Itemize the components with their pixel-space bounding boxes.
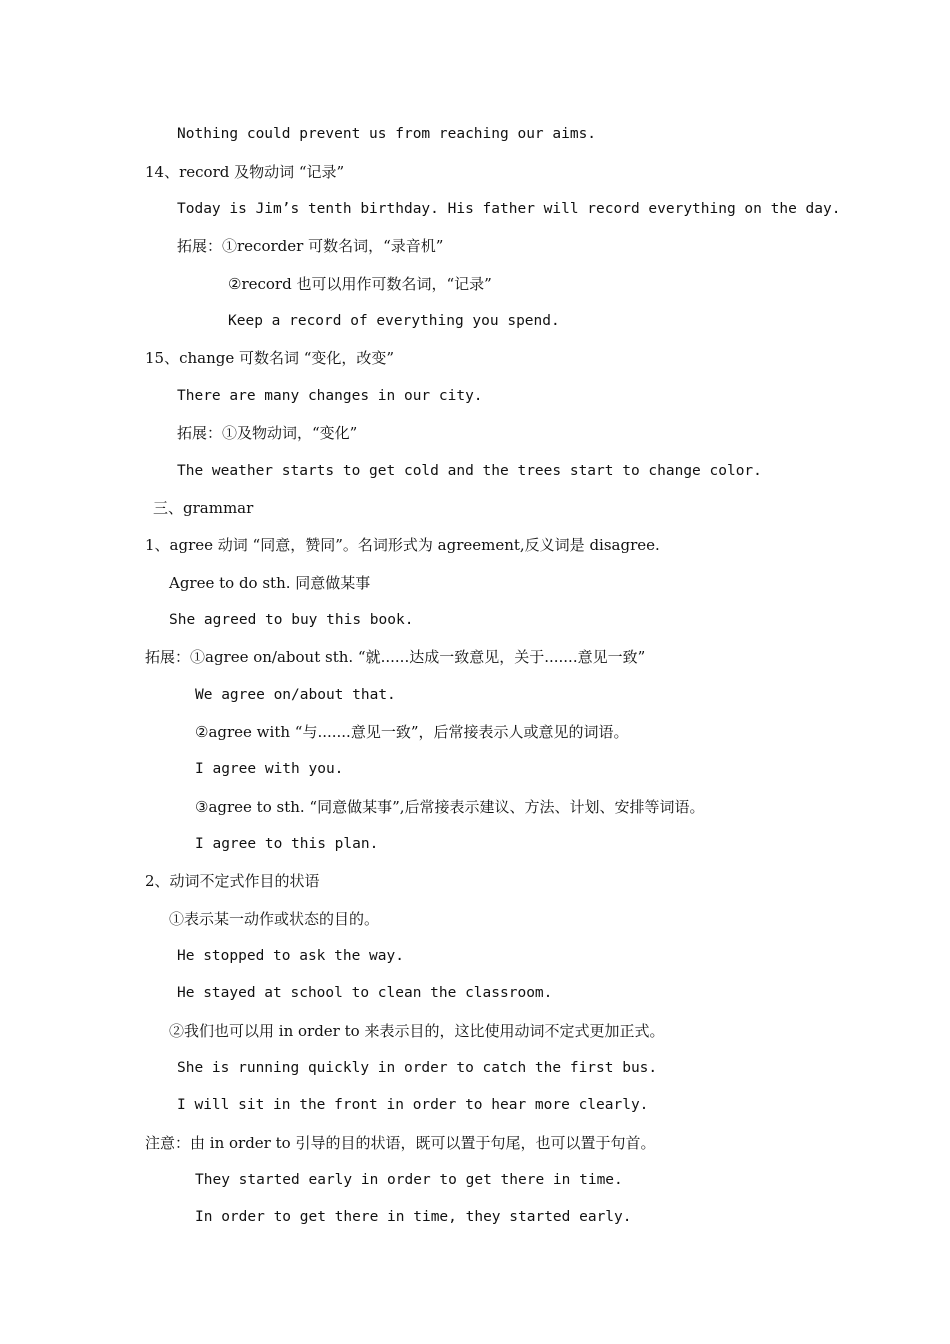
section-heading: 三、grammar — [153, 499, 254, 517]
section-heading: 1、agree 动词 “同意，赞同”。名词形式为 agreement,反义词是 disagree. — [145, 536, 660, 554]
text-line: 拓展：①recorder 可数名词，“录音机” — [177, 237, 444, 255]
text-line: ①表示某一动作或状态的目的。 — [169, 910, 380, 928]
section-heading: 2、动词不定式作目的状语 — [145, 872, 320, 890]
text-line: 拓展：①agree on/about sth. “就......达成一致意见，关于.......意见一致” — [145, 648, 646, 666]
text-line: They started early in order to get there in time. — [195, 1172, 623, 1188]
text-line: We agree on/about that. — [195, 687, 396, 703]
text-line: She agreed to buy this book. — [169, 612, 414, 628]
text-line: Nothing could prevent us from reaching our aims. — [177, 126, 597, 142]
text-line: She is running quickly in order to catch the first bus. — [177, 1060, 658, 1076]
text-line: In order to get there in time, they started early. — [195, 1209, 632, 1225]
text-line: The weather starts to get cold and the trees start to change color. — [177, 463, 762, 479]
text-line: ③agree to sth. “同意做某事”,后常接表示建议、方法、计划、安排等词语。 — [195, 798, 705, 816]
text-line: I agree with you. — [195, 761, 344, 777]
text-line: I will sit in the front in order to hear more clearly. — [177, 1097, 649, 1113]
text-line: Agree to do sth. 同意做某事 — [169, 574, 371, 592]
text-line: He stopped to ask the way. — [177, 948, 404, 964]
text-line: He stayed at school to clean the classroom. — [177, 985, 553, 1001]
text-line: ②record 也可以用作可数名词，“记录” — [228, 275, 492, 293]
text-line: ②agree with “与.......意见一致”，后常接表示人或意见的词语。 — [195, 723, 629, 741]
text-line: There are many changes in our city. — [177, 388, 483, 404]
text-line: Today is Jim’s tenth birthday. His father will record everything on the day. — [177, 201, 841, 217]
text-line: ②我们也可以用 in order to 来表示目的，这比使用动词不定式更加正式。 — [169, 1022, 665, 1040]
text-line: I agree to this plan. — [195, 836, 379, 852]
text-line: 拓展：①及物动词，“变化” — [177, 424, 358, 442]
section-heading: 14、record 及物动词 “记录” — [145, 163, 345, 181]
text-line: Keep a record of everything you spend. — [228, 313, 560, 329]
text-line: 注意：由 in order to 引导的目的状语，既可以置于句尾，也可以置于句首。 — [145, 1134, 656, 1152]
section-heading: 15、change 可数名词 “变化，改变” — [145, 349, 395, 367]
